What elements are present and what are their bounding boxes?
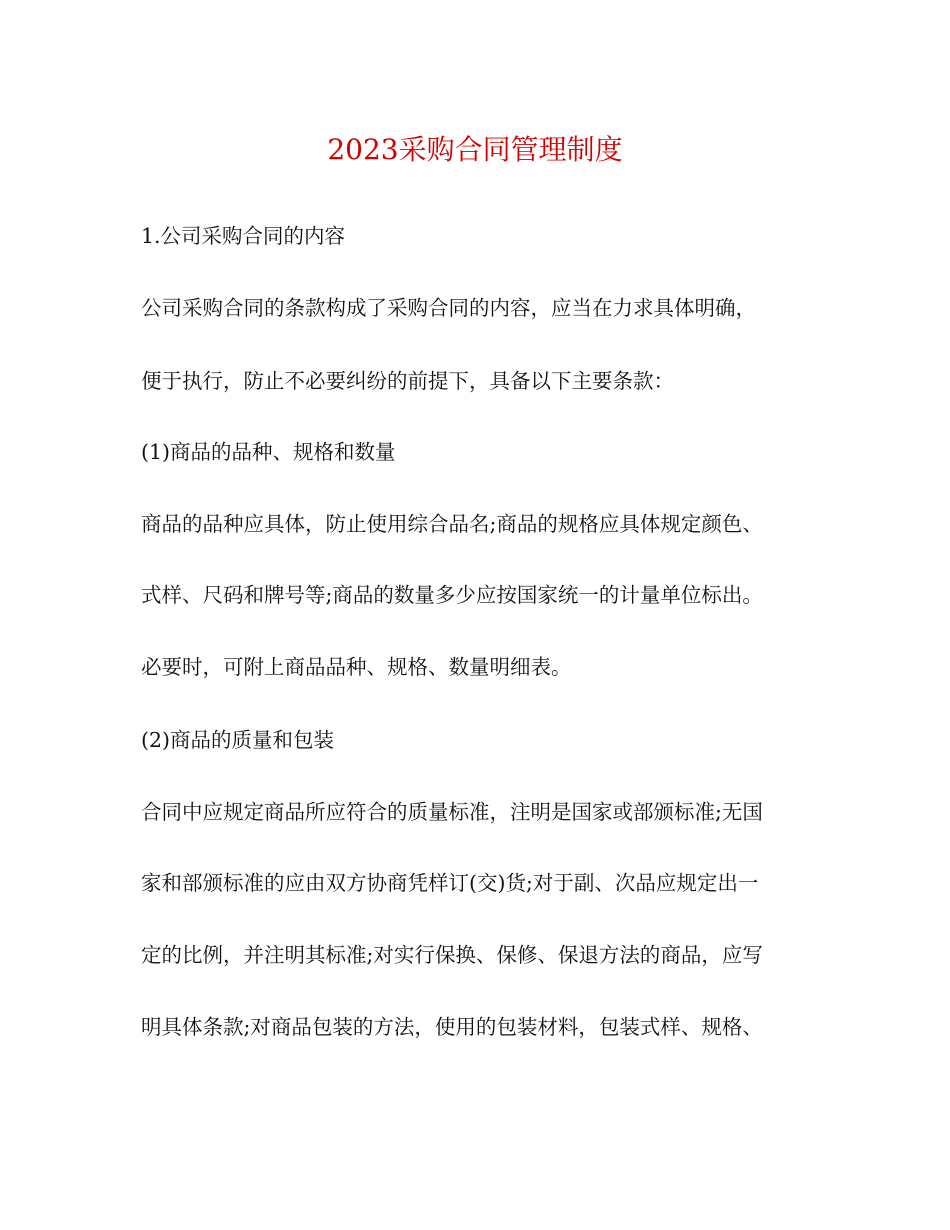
section-heading-1: 1.公司采购合同的内容 — [141, 224, 346, 248]
paragraph-line: 商品的品种应具体，防止使用综合品名;商品的规格应具体规定颜色、 — [141, 512, 763, 536]
subsection-heading-1: (1)商品的品种、规格和数量 — [141, 440, 396, 464]
subsection-heading-2: (2)商品的质量和包装 — [141, 728, 335, 752]
paragraph-line: 明具体条款;对商品包装的方法，使用的包装材料，包装式样、规格、 — [141, 1015, 763, 1039]
paragraph-line: 必要时，可附上商品品种、规格、数量明细表。 — [141, 655, 572, 679]
paragraph-line: 公司采购合同的条款构成了采购合同的内容，应当在力求具体明确， — [141, 296, 756, 320]
paragraph-line: 便于执行，防止不必要纠纷的前提下，具备以下主要条款： — [141, 369, 674, 393]
document-title: 2023采购合同管理制度 — [327, 133, 623, 166]
paragraph-line: 定的比例，并注明其标准;对实行保换、保修、保退方法的商品，应写 — [141, 943, 763, 967]
paragraph-line: 合同中应规定商品所应符合的质量标准，注明是国家或部颁标准;无国 — [141, 800, 763, 824]
paragraph-line: 家和部颁标准的应由双方协商凭样订(交)货;对于副、次品应规定出一 — [141, 871, 759, 895]
paragraph-line: 式样、尺码和牌号等;商品的数量多少应按国家统一的计量单位标出。 — [141, 583, 763, 607]
